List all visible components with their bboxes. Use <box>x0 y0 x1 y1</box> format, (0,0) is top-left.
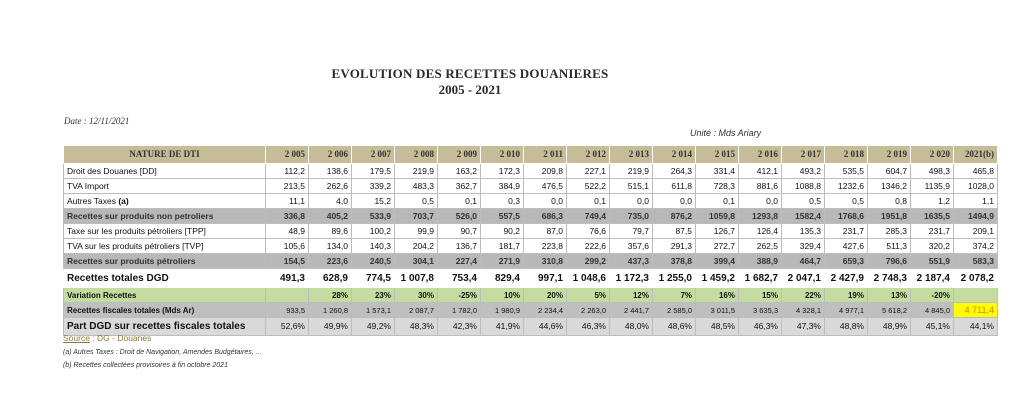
table-cell: 2 427,9 <box>825 269 868 288</box>
table-cell: 48,6% <box>653 318 696 336</box>
table-cell: 209,8 <box>524 164 567 179</box>
table-cell: -25% <box>438 288 481 303</box>
unit-label: Unité : Mds Ariary <box>690 128 762 138</box>
table-cell: 1494,9 <box>954 209 998 224</box>
table-cell: 48,0% <box>610 318 653 336</box>
table-cell: 154,5 <box>266 254 309 269</box>
table-cell: 49,2% <box>352 318 395 336</box>
table-cell: 11,1 <box>266 194 309 209</box>
table-cell: 105,6 <box>266 239 309 254</box>
table-cell: 4,0 <box>309 194 352 209</box>
table-cell: 0,5 <box>825 194 868 209</box>
table-cell: 2 047,1 <box>782 269 825 288</box>
table-cell: 44,1% <box>954 318 998 336</box>
table-cell: 1 459,2 <box>696 269 739 288</box>
table-cell: 126,4 <box>739 224 782 239</box>
table-cell: 774,5 <box>352 269 395 288</box>
date-label: Date : 12/11/2021 <box>64 116 130 126</box>
table-cell: 52,6% <box>266 318 309 336</box>
table-cell: 223,8 <box>524 239 567 254</box>
table-cell: 515,1 <box>610 179 653 194</box>
table-cell: 231,7 <box>911 224 954 239</box>
table-cell: 136,7 <box>438 239 481 254</box>
header-year: 2 006 <box>309 146 352 164</box>
table-cell: 262,6 <box>309 179 352 194</box>
table-cell: 703,7 <box>395 209 438 224</box>
table-cell: 23% <box>352 288 395 303</box>
row-label: Variation Recettes <box>64 288 266 303</box>
table-cell: 329,4 <box>782 239 825 254</box>
table-cell: 464,7 <box>782 254 825 269</box>
table-cell: 48,5% <box>696 318 739 336</box>
table-cell: 45,1% <box>911 318 954 336</box>
source-value: : DG - Douanes <box>89 333 152 343</box>
table-cell: 163,2 <box>438 164 481 179</box>
row-label: Recettes sur produits non petroliers <box>64 209 266 224</box>
table-cell: 336,8 <box>266 209 309 224</box>
table-cell: 42,3% <box>438 318 481 336</box>
table-row <box>64 318 998 336</box>
table-cell: 48,3% <box>395 318 438 336</box>
table-cell: 13% <box>868 288 911 303</box>
table-cell: 28% <box>309 288 352 303</box>
table-cell: 498,3 <box>911 164 954 179</box>
row-label: Recettes sur produits pétroliers <box>64 254 266 269</box>
table-cell: 135,3 <box>782 224 825 239</box>
table-cell: 933,5 <box>266 303 309 318</box>
table-cell: 628,9 <box>309 269 352 288</box>
table-cell: 1 007,8 <box>395 269 438 288</box>
table-cell: 491,3 <box>266 269 309 288</box>
table-cell: 87,0 <box>524 224 567 239</box>
table-cell: 583,3 <box>954 254 998 269</box>
table-cell: 179,5 <box>352 164 395 179</box>
table-cell: 551,9 <box>911 254 954 269</box>
table-cell: 753,4 <box>438 269 481 288</box>
header-nature: NATURE DE DTI <box>64 146 266 164</box>
table-cell: 0,1 <box>438 194 481 209</box>
row-label: Autres Taxes (a) <box>64 194 266 209</box>
table-cell: 1 260,8 <box>309 303 352 318</box>
table-cell: 829,4 <box>481 269 524 288</box>
table-cell: 1346,2 <box>868 179 911 194</box>
table-cell: 465,8 <box>954 164 998 179</box>
header-year: 2 019 <box>868 146 911 164</box>
table-cell: 331,4 <box>696 164 739 179</box>
table-cell: 0,0 <box>524 194 567 209</box>
table-cell: 12% <box>610 288 653 303</box>
table-cell <box>266 288 309 303</box>
table-cell: 79,7 <box>610 224 653 239</box>
table-row <box>64 209 998 224</box>
table-cell: 3 635,3 <box>739 303 782 318</box>
table-cell: 437,3 <box>610 254 653 269</box>
table-cell: 1951,8 <box>868 209 911 224</box>
row-label: TVA Import <box>64 179 266 194</box>
table-cell: 291,3 <box>653 239 696 254</box>
table-row <box>64 269 998 288</box>
table-cell: 735,0 <box>610 209 653 224</box>
table-cell <box>954 288 998 303</box>
customs-revenue-table <box>63 145 998 336</box>
table-cell: 15% <box>739 288 782 303</box>
table-cell: 339,2 <box>352 179 395 194</box>
table-cell: 46,3% <box>739 318 782 336</box>
table-cell: 204,2 <box>395 239 438 254</box>
header-year: 2 016 <box>739 146 782 164</box>
header-year: 2 015 <box>696 146 739 164</box>
table-row <box>64 164 998 179</box>
table-cell: 728,3 <box>696 179 739 194</box>
table-cell: 1,2 <box>911 194 954 209</box>
table-cell: 76,6 <box>567 224 610 239</box>
table-cell: 90,2 <box>481 224 524 239</box>
table-cell: 1582,4 <box>782 209 825 224</box>
table-cell: 399,4 <box>696 254 739 269</box>
header-year: 2 005 <box>266 146 309 164</box>
table-cell: 686,3 <box>524 209 567 224</box>
header-year: 2021(b) <box>954 146 998 164</box>
table-cell: 374,2 <box>954 239 998 254</box>
header-year: 2 014 <box>653 146 696 164</box>
table-cell: 172,3 <box>481 164 524 179</box>
table-row <box>64 194 998 209</box>
table-cell: 1 048,6 <box>567 269 610 288</box>
table-cell: 357,6 <box>610 239 653 254</box>
table-cell: 1 573,1 <box>352 303 395 318</box>
table-cell: 378,8 <box>653 254 696 269</box>
table-cell: 30% <box>395 288 438 303</box>
table-cell: 299,2 <box>567 254 610 269</box>
table-cell: 48,8% <box>825 318 868 336</box>
row-label: Taxe sur les produits pétroliers [TPP] <box>64 224 266 239</box>
header-year: 2 007 <box>352 146 395 164</box>
row-label: TVA sur les produits pétroliers [TVP] <box>64 239 266 254</box>
header-year: 2 020 <box>911 146 954 164</box>
table-cell: 7% <box>653 288 696 303</box>
footnote-a: (a) Autres Taxes : Droit de Navigation, Amendes Budgétaires, ... <box>63 349 262 356</box>
header-year: 2 011 <box>524 146 567 164</box>
table-cell: 2 078,2 <box>954 269 998 288</box>
table-cell: -20% <box>911 288 954 303</box>
table-cell: 5% <box>567 288 610 303</box>
table-cell: 476,5 <box>524 179 567 194</box>
table-cell: 231,7 <box>825 224 868 239</box>
table-cell: 604,7 <box>868 164 911 179</box>
table-cell: 997,1 <box>524 269 567 288</box>
table-cell: 140,3 <box>352 239 395 254</box>
table-cell: 264,3 <box>653 164 696 179</box>
table-row <box>64 239 998 254</box>
table-cell: 1028,0 <box>954 179 998 194</box>
table-cell: 181,7 <box>481 239 524 254</box>
table-cell: 5 618,2 <box>868 303 911 318</box>
table-cell: 1 255,0 <box>653 269 696 288</box>
table-cell: 219,9 <box>610 164 653 179</box>
table-cell: 272,7 <box>696 239 739 254</box>
table-cell: 0,0 <box>739 194 782 209</box>
table-cell: 405,2 <box>309 209 352 224</box>
table-cell: 876,2 <box>653 209 696 224</box>
table-cell: 89,6 <box>309 224 352 239</box>
table-cell: 0,3 <box>481 194 524 209</box>
table-cell: 557,5 <box>481 209 524 224</box>
table-cell: 2 263,0 <box>567 303 610 318</box>
row-label: Recettes fiscales totales (Mds Ar) <box>64 303 266 318</box>
table-cell: 219,9 <box>395 164 438 179</box>
table-cell: 285,3 <box>868 224 911 239</box>
table-cell: 0,0 <box>653 194 696 209</box>
table-cell: 2 441,7 <box>610 303 653 318</box>
table-cell: 0,1 <box>696 194 739 209</box>
table-cell: 4 845,0 <box>911 303 954 318</box>
table-cell: 2 585,0 <box>653 303 696 318</box>
table-cell: 240,5 <box>352 254 395 269</box>
table-header-row <box>64 146 998 164</box>
table-cell: 1059,8 <box>696 209 739 224</box>
source-label: Source <box>63 333 90 343</box>
table-cell: 2 087,7 <box>395 303 438 318</box>
table-cell: 412,1 <box>739 164 782 179</box>
table-cell: 320,2 <box>911 239 954 254</box>
table-cell: 223,6 <box>309 254 352 269</box>
row-label: Part DGD sur recettes fiscales totales <box>64 318 266 336</box>
table-cell: 222,6 <box>567 239 610 254</box>
table-cell: 1088,8 <box>782 179 825 194</box>
table-cell: 2 187,4 <box>911 269 954 288</box>
table-cell: 0,1 <box>567 194 610 209</box>
table-cell: 112,2 <box>266 164 309 179</box>
header-year: 2 012 <box>567 146 610 164</box>
table-cell: 4 977,1 <box>825 303 868 318</box>
table-cell: 4 328,1 <box>782 303 825 318</box>
table-cell: 48,9 <box>266 224 309 239</box>
table-cell: 44,6% <box>524 318 567 336</box>
table-cell: 388,9 <box>739 254 782 269</box>
table-row <box>64 224 998 239</box>
table-cell: 535,5 <box>825 164 868 179</box>
table-cell: 19% <box>825 288 868 303</box>
table-cell: 384,9 <box>481 179 524 194</box>
table-cell: 48,9% <box>868 318 911 336</box>
table-cell: 1 682,7 <box>739 269 782 288</box>
table-cell: 1135,9 <box>911 179 954 194</box>
table-cell: 1 172,3 <box>610 269 653 288</box>
table-cell: 87,5 <box>653 224 696 239</box>
table-cell: 10% <box>481 288 524 303</box>
table-cell: 1293,8 <box>739 209 782 224</box>
table-cell: 511,3 <box>868 239 911 254</box>
table-row <box>64 179 998 194</box>
table-cell: 16% <box>696 288 739 303</box>
table-cell: 533,9 <box>352 209 395 224</box>
table-cell: 483,3 <box>395 179 438 194</box>
table-cell: 138,6 <box>309 164 352 179</box>
table-cell: 227,1 <box>567 164 610 179</box>
table-cell: 881,6 <box>739 179 782 194</box>
table-cell: 100,2 <box>352 224 395 239</box>
header-year: 2 010 <box>481 146 524 164</box>
table-cell: 1232,6 <box>825 179 868 194</box>
table-cell: 1 980,9 <box>481 303 524 318</box>
row-label: Recettes totales DGD <box>64 269 266 288</box>
table-cell: 796,6 <box>868 254 911 269</box>
table-cell: 526,0 <box>438 209 481 224</box>
table-cell: 99,9 <box>395 224 438 239</box>
table-cell: 90,7 <box>438 224 481 239</box>
table-cell: 134,0 <box>309 239 352 254</box>
table-cell: 0,8 <box>868 194 911 209</box>
table-cell: 22% <box>782 288 825 303</box>
table-cell: 0,5 <box>782 194 825 209</box>
table-cell: 2 234,4 <box>524 303 567 318</box>
table-cell: 1 782,0 <box>438 303 481 318</box>
table-cell: 3 011,5 <box>696 303 739 318</box>
table-cell: 522,2 <box>567 179 610 194</box>
table-cell: 262,5 <box>739 239 782 254</box>
table-cell: 611,8 <box>653 179 696 194</box>
table-cell: 271,9 <box>481 254 524 269</box>
table-cell: 209,1 <box>954 224 998 239</box>
table-cell: 362,7 <box>438 179 481 194</box>
table-cell: 1,1 <box>954 194 998 209</box>
table-cell: 427,6 <box>825 239 868 254</box>
table-cell: 47,3% <box>782 318 825 336</box>
footnote-b: (b) Recettes collectées provisoires à fin octobre 2021 <box>63 362 228 369</box>
table-cell: 2 748,3 <box>868 269 911 288</box>
table-cell: 15,2 <box>352 194 395 209</box>
table-cell: 46,3% <box>567 318 610 336</box>
header-year: 2 009 <box>438 146 481 164</box>
table-cell: 749,4 <box>567 209 610 224</box>
page-subtitle: 2005 - 2021 <box>438 82 502 97</box>
header-year: 2 017 <box>782 146 825 164</box>
table-cell: 493,2 <box>782 164 825 179</box>
table-cell: 0,0 <box>610 194 653 209</box>
row-label-note: (a) <box>115 195 129 206</box>
table-cell: 4 711,4 <box>954 303 998 318</box>
table-cell: 1635,5 <box>911 209 954 224</box>
page-title: EVOLUTION DES RECETTES DOUANIERES <box>331 66 609 81</box>
header-year: 2 008 <box>395 146 438 164</box>
table-row <box>64 254 998 269</box>
table-row <box>64 303 998 318</box>
table-cell: 227,4 <box>438 254 481 269</box>
table-cell: 304,1 <box>395 254 438 269</box>
table-cell: 659,3 <box>825 254 868 269</box>
table-cell: 310,8 <box>524 254 567 269</box>
source-line <box>63 333 151 343</box>
table-cell: 49,9% <box>309 318 352 336</box>
header-year: 2 013 <box>610 146 653 164</box>
table-cell: 126,7 <box>696 224 739 239</box>
table-cell: 20% <box>524 288 567 303</box>
row-label: Droit des Douanes [DD] <box>64 164 266 179</box>
table-cell: 1768,6 <box>825 209 868 224</box>
table-row <box>64 288 998 303</box>
table-cell: 41,9% <box>481 318 524 336</box>
table-cell: 0,5 <box>395 194 438 209</box>
header-year: 2 018 <box>825 146 868 164</box>
table-cell: 213,5 <box>266 179 309 194</box>
